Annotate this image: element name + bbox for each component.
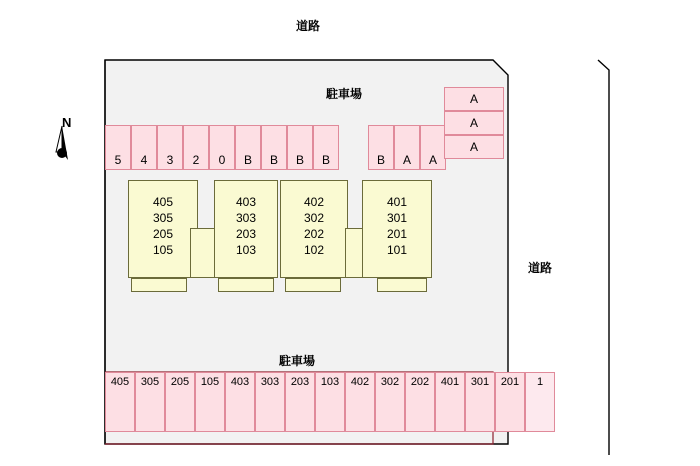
room-number: 303: [235, 211, 257, 225]
compass-label: N: [62, 115, 72, 130]
parking-stall[interactable]: A: [394, 125, 420, 170]
parking-stall[interactable]: B: [368, 125, 394, 170]
parking-stall[interactable]: 2: [183, 125, 209, 170]
parking-stall[interactable]: 203: [285, 372, 315, 432]
parking-stall[interactable]: B: [261, 125, 287, 170]
parking-stall[interactable]: 403: [225, 372, 255, 432]
parking-stall[interactable]: 202: [405, 372, 435, 432]
room-number: 205: [152, 227, 174, 241]
room-number: 201: [386, 227, 408, 241]
room-number: 305: [152, 211, 174, 225]
parking-stall[interactable]: B: [313, 125, 339, 170]
balcony: [218, 278, 274, 292]
stairwell: [190, 228, 216, 278]
parking-stall[interactable]: A: [444, 135, 504, 159]
room-number: 302: [303, 211, 325, 225]
balcony: [131, 278, 187, 292]
parking-stall[interactable]: A: [444, 111, 504, 135]
room-number: 401: [386, 195, 408, 209]
room-number: 301: [386, 211, 408, 225]
room-number: 101: [386, 243, 408, 257]
parking-stall[interactable]: 305: [135, 372, 165, 432]
parking-stall[interactable]: 5: [105, 125, 131, 170]
parking-stall[interactable]: 1: [525, 372, 555, 432]
room-number: 202: [303, 227, 325, 241]
label-road-top: 道路: [296, 19, 321, 33]
parking-stall[interactable]: A: [444, 87, 504, 111]
balcony: [377, 278, 427, 292]
room-number: 203: [235, 227, 257, 241]
room-number: 405: [152, 195, 174, 209]
parking-stall[interactable]: A: [420, 125, 446, 170]
parking-stall[interactable]: 4: [131, 125, 157, 170]
room-number: 402: [303, 195, 325, 209]
parking-stall[interactable]: 205: [165, 372, 195, 432]
parking-stall[interactable]: 0: [209, 125, 235, 170]
parking-stall[interactable]: 201: [495, 372, 525, 432]
parking-stall[interactable]: 402: [345, 372, 375, 432]
room-number: 105: [152, 243, 174, 257]
parking-stall[interactable]: 105: [195, 372, 225, 432]
label-parking-bottom: 駐車場: [279, 354, 316, 368]
balcony: [285, 278, 341, 292]
room-number: 103: [235, 243, 257, 257]
room-number: 102: [303, 243, 325, 257]
room-number: 403: [235, 195, 257, 209]
label-parking-top: 駐車場: [326, 87, 363, 101]
parking-stall[interactable]: B: [235, 125, 261, 170]
parking-stall[interactable]: B: [287, 125, 313, 170]
parking-stall[interactable]: 303: [255, 372, 285, 432]
parking-stall[interactable]: 103: [315, 372, 345, 432]
label-road-right: 道路: [528, 261, 553, 275]
parking-stall[interactable]: 405: [105, 372, 135, 432]
parking-stall[interactable]: 301: [465, 372, 495, 432]
parking-stall[interactable]: 302: [375, 372, 405, 432]
parking-stall[interactable]: 401: [435, 372, 465, 432]
parking-stall[interactable]: 3: [157, 125, 183, 170]
